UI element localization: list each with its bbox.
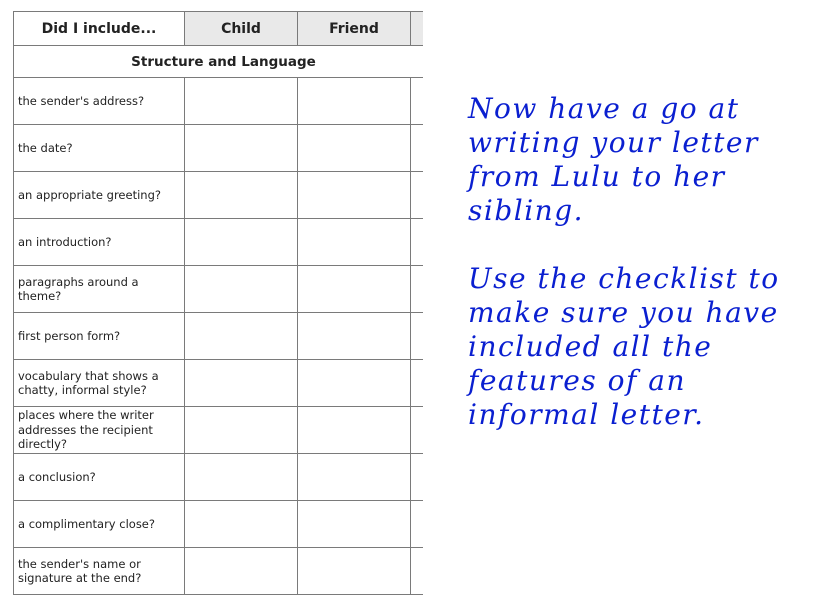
friend-check-cell[interactable]: [298, 78, 411, 125]
child-check-cell[interactable]: [185, 407, 298, 454]
instructions-paragraph-2: Use the checklist to make sure you have included all the features of an informal letter.: [468, 262, 780, 431]
section-title: Structure and Language: [14, 46, 424, 78]
header-friend: Friend: [298, 12, 411, 46]
child-check-cell[interactable]: [185, 219, 298, 266]
child-check-cell[interactable]: [185, 501, 298, 548]
extra-check-cell[interactable]: [411, 313, 424, 360]
section-row: [14, 46, 424, 78]
table-row: [14, 360, 424, 407]
child-check-cell[interactable]: [185, 548, 298, 595]
extra-check-cell[interactable]: [411, 172, 424, 219]
table-row: [14, 172, 424, 219]
child-check-cell[interactable]: [185, 125, 298, 172]
item-label: a complimentary close?: [14, 501, 185, 548]
child-check-cell[interactable]: [185, 172, 298, 219]
extra-check-cell[interactable]: [411, 125, 424, 172]
item-label: paragraphs around a theme?: [14, 266, 185, 313]
item-label: vocabulary that shows a chatty, informal style?: [14, 360, 185, 407]
friend-check-cell[interactable]: [298, 219, 411, 266]
item-label: an introduction?: [14, 219, 185, 266]
item-label: an appropriate greeting?: [14, 172, 185, 219]
checklist-table: [13, 11, 423, 613]
item-label: the date?: [14, 125, 185, 172]
header-cut-column: [411, 12, 424, 46]
child-check-cell[interactable]: [185, 266, 298, 313]
item-label: places where the writer addresses the recipient directly?: [14, 407, 185, 454]
table-row: [14, 78, 424, 125]
table-row: [14, 501, 424, 548]
item-label: first person form?: [14, 313, 185, 360]
child-check-cell[interactable]: [185, 454, 298, 501]
child-check-cell[interactable]: [185, 313, 298, 360]
header-child: Child: [185, 12, 298, 46]
extra-check-cell[interactable]: [411, 407, 424, 454]
friend-check-cell[interactable]: [298, 501, 411, 548]
header-row: [14, 12, 424, 46]
instructions-paragraph-1: Now have a go at writing your letter from Lulu to her sibling.: [468, 92, 759, 227]
friend-check-cell[interactable]: [298, 548, 411, 595]
friend-check-cell[interactable]: [298, 125, 411, 172]
friend-check-cell[interactable]: [298, 172, 411, 219]
table-row: [14, 548, 424, 595]
extra-check-cell[interactable]: [411, 501, 424, 548]
item-label: a conclusion?: [14, 454, 185, 501]
extra-check-cell[interactable]: [411, 78, 424, 125]
extra-check-cell[interactable]: [411, 454, 424, 501]
friend-check-cell[interactable]: [298, 407, 411, 454]
friend-check-cell[interactable]: [298, 313, 411, 360]
friend-check-cell[interactable]: [298, 266, 411, 313]
extra-check-cell[interactable]: [411, 219, 424, 266]
table-row: [14, 125, 424, 172]
instructions-text: [468, 92, 813, 432]
table-row: [14, 313, 424, 360]
extra-check-cell[interactable]: [411, 548, 424, 595]
extra-check-cell[interactable]: [411, 360, 424, 407]
item-label: the sender's address?: [14, 78, 185, 125]
table-row: [14, 407, 424, 454]
table-row: [14, 266, 424, 313]
table-row: [14, 454, 424, 501]
table-row: [14, 219, 424, 266]
header-did-i-include: Did I include...: [14, 12, 185, 46]
child-check-cell[interactable]: [185, 78, 298, 125]
item-label: the sender's name or signature at the end?: [14, 548, 185, 595]
extra-check-cell[interactable]: [411, 266, 424, 313]
friend-check-cell[interactable]: [298, 360, 411, 407]
friend-check-cell[interactable]: [298, 454, 411, 501]
child-check-cell[interactable]: [185, 360, 298, 407]
